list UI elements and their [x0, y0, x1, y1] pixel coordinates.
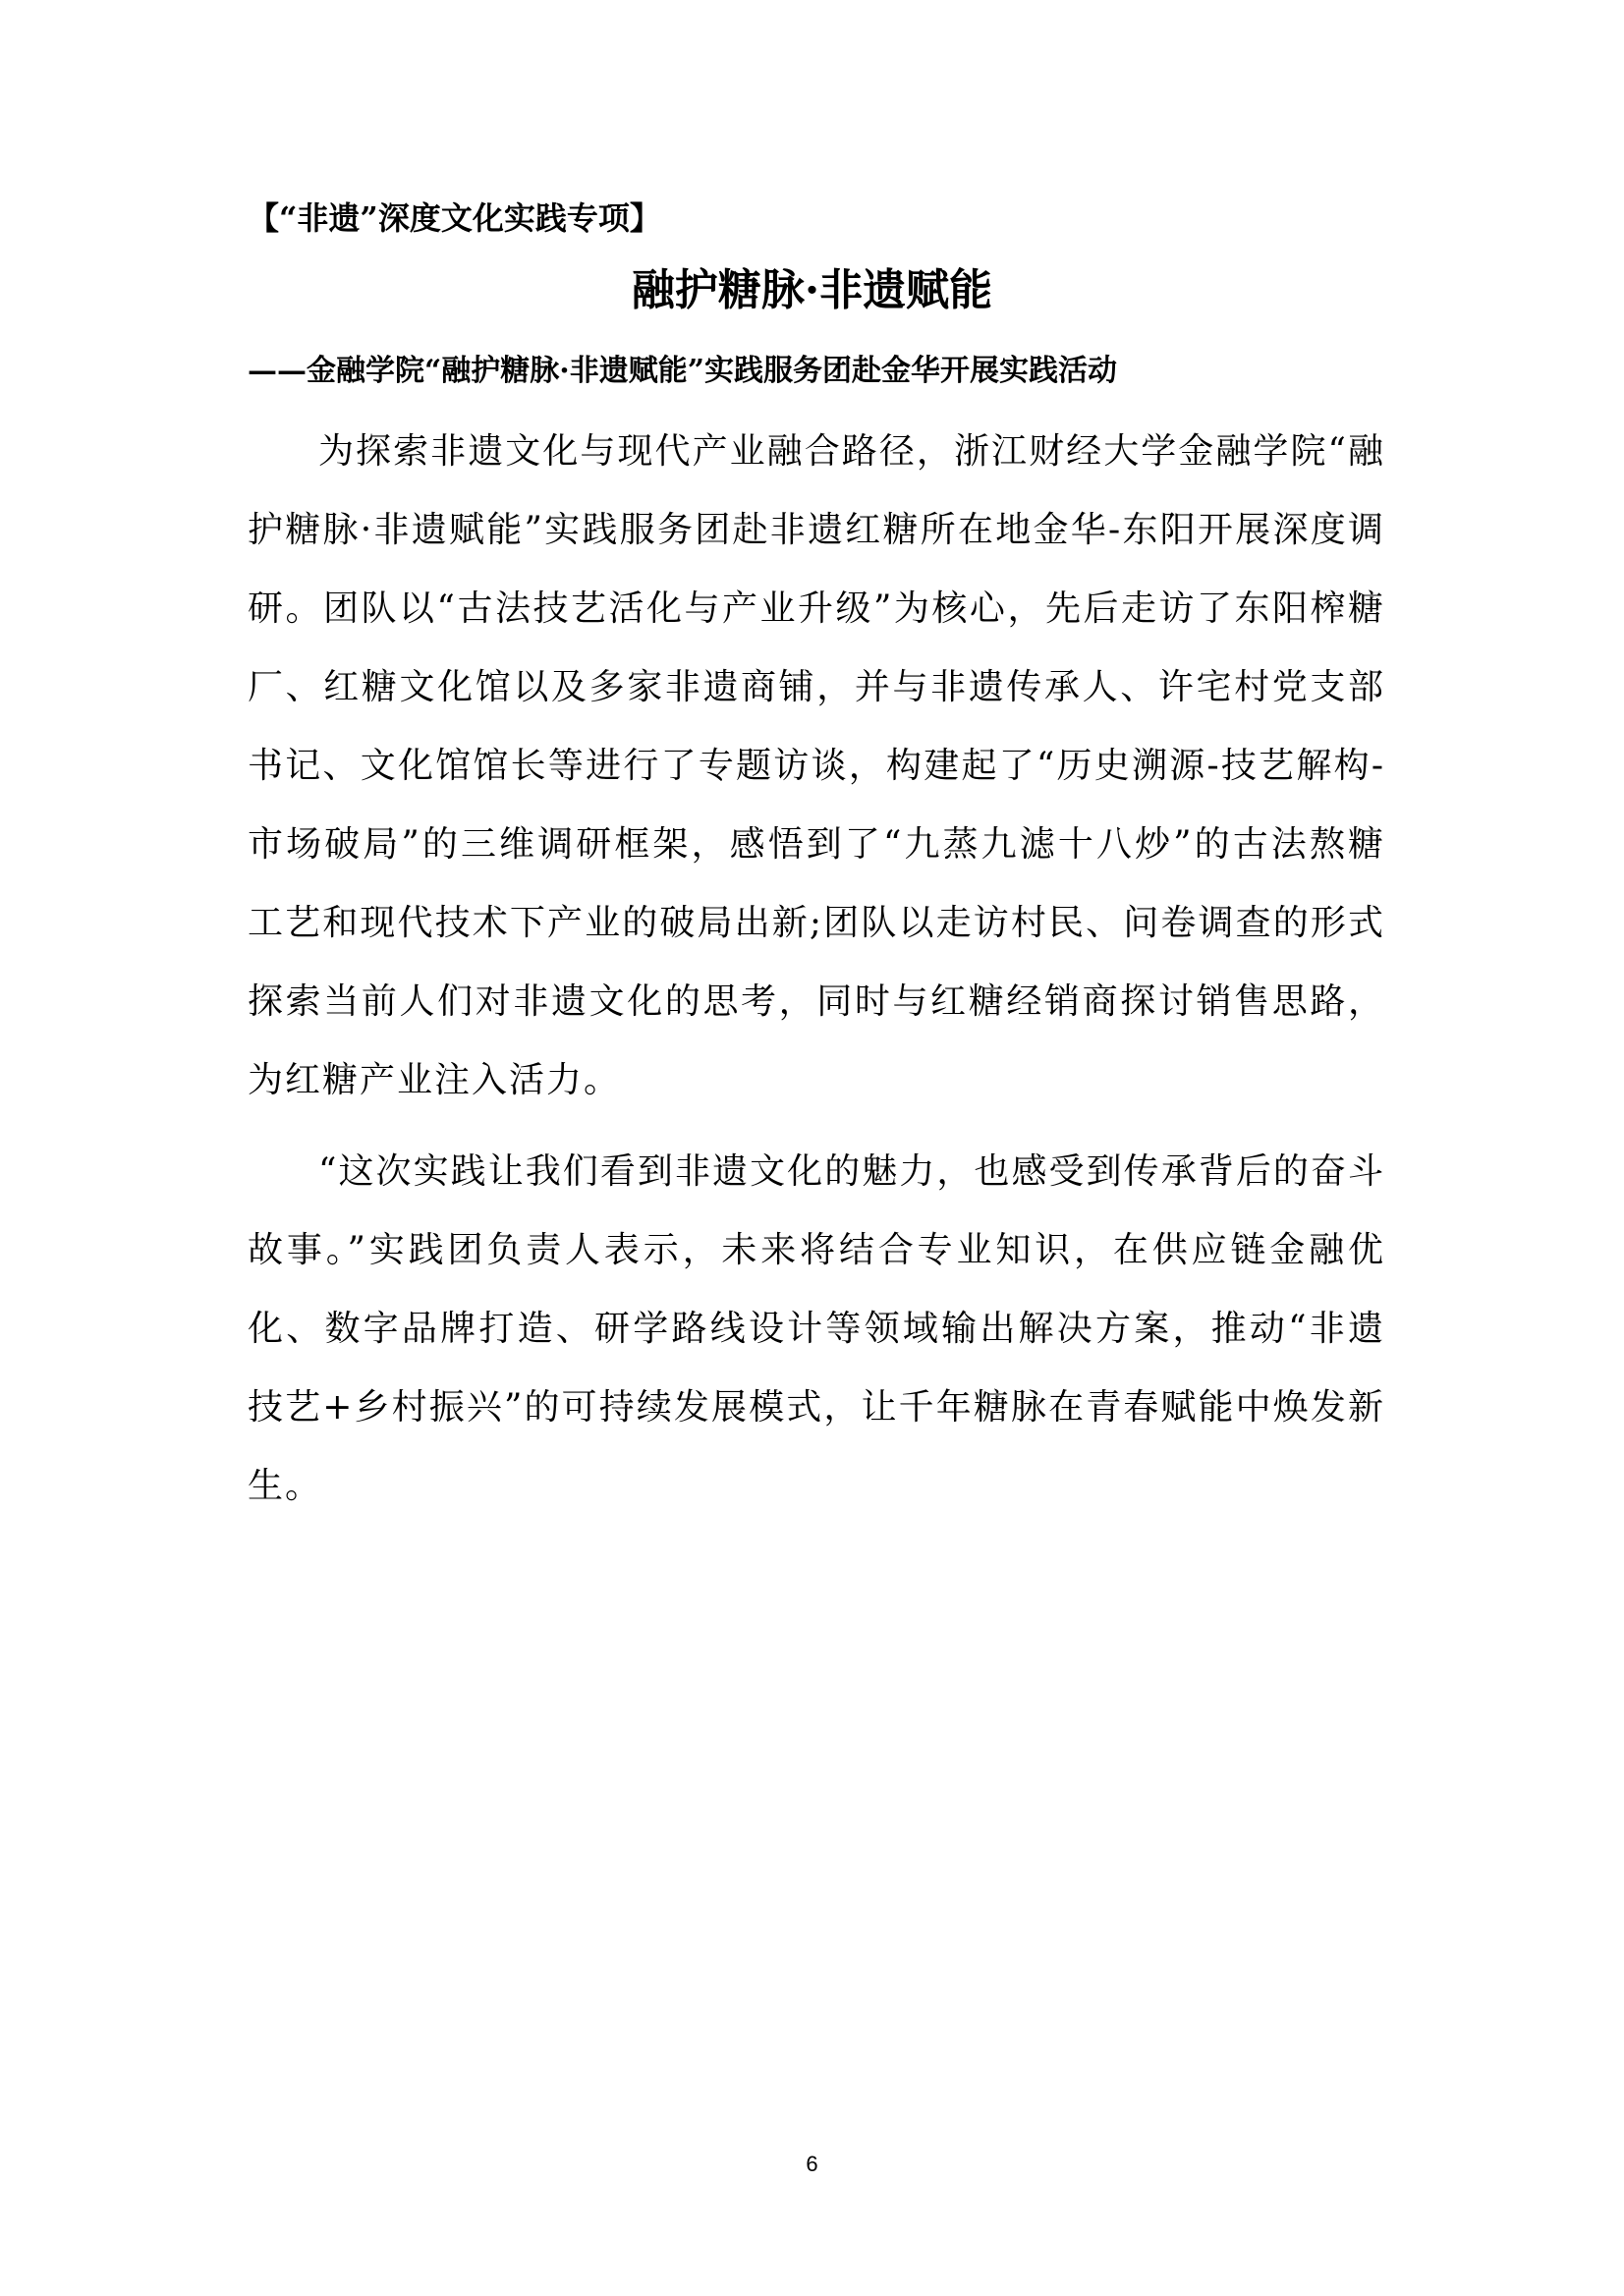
- body-paragraph: 为探索非遗文化与现代产业融合路径，浙江财经大学金融学院“融护糖脉·非遗赋能”实践服务团赴非遗红糖所在地金华-东阳开展深度调研。团队以“古法技艺活化与产业升级”为核心，先后走访了东阳榨糖厂、红糖文化馆以及多家非遗商铺，并与非遗传承人、许宅村党支部书记、文化馆馆长等进行了专题访谈，构建起了“历史溯源-技艺解构-市场破局”的三维调研框架，感悟到了“九蒸九滤十八炒”的古法熬糖工艺和现代技术下产业的破局出新;团队以走访村民、问卷调查的形式探索当前人们对非遗文化的思考，同时与红糖经销商探讨销售思路，为红糖产业注入活力。: [248, 431, 1385, 1100]
- body-paragraph: “这次实践让我们看到非遗文化的魅力，也感受到传承背后的奋斗故事。”实践团负责人表示，未来将结合专业知识，在供应链金融优化、数字品牌打造、研学路线设计等领域输出解决方案，推动“非遗技艺+乡村振兴”的可持续发展模式，让千年糖脉在青春赋能中焕发新生。: [248, 1151, 1385, 1506]
- article-title: 融护糖脉·非遗赋能: [631, 265, 993, 315]
- page-number: 6: [806, 2152, 818, 2176]
- column-tag: 【“非遗”深度文化实践专项】: [248, 199, 661, 237]
- article-subtitle: ——金融学院“融护糖脉·非遗赋能”实践服务团赴金华开展实践活动: [248, 354, 1117, 388]
